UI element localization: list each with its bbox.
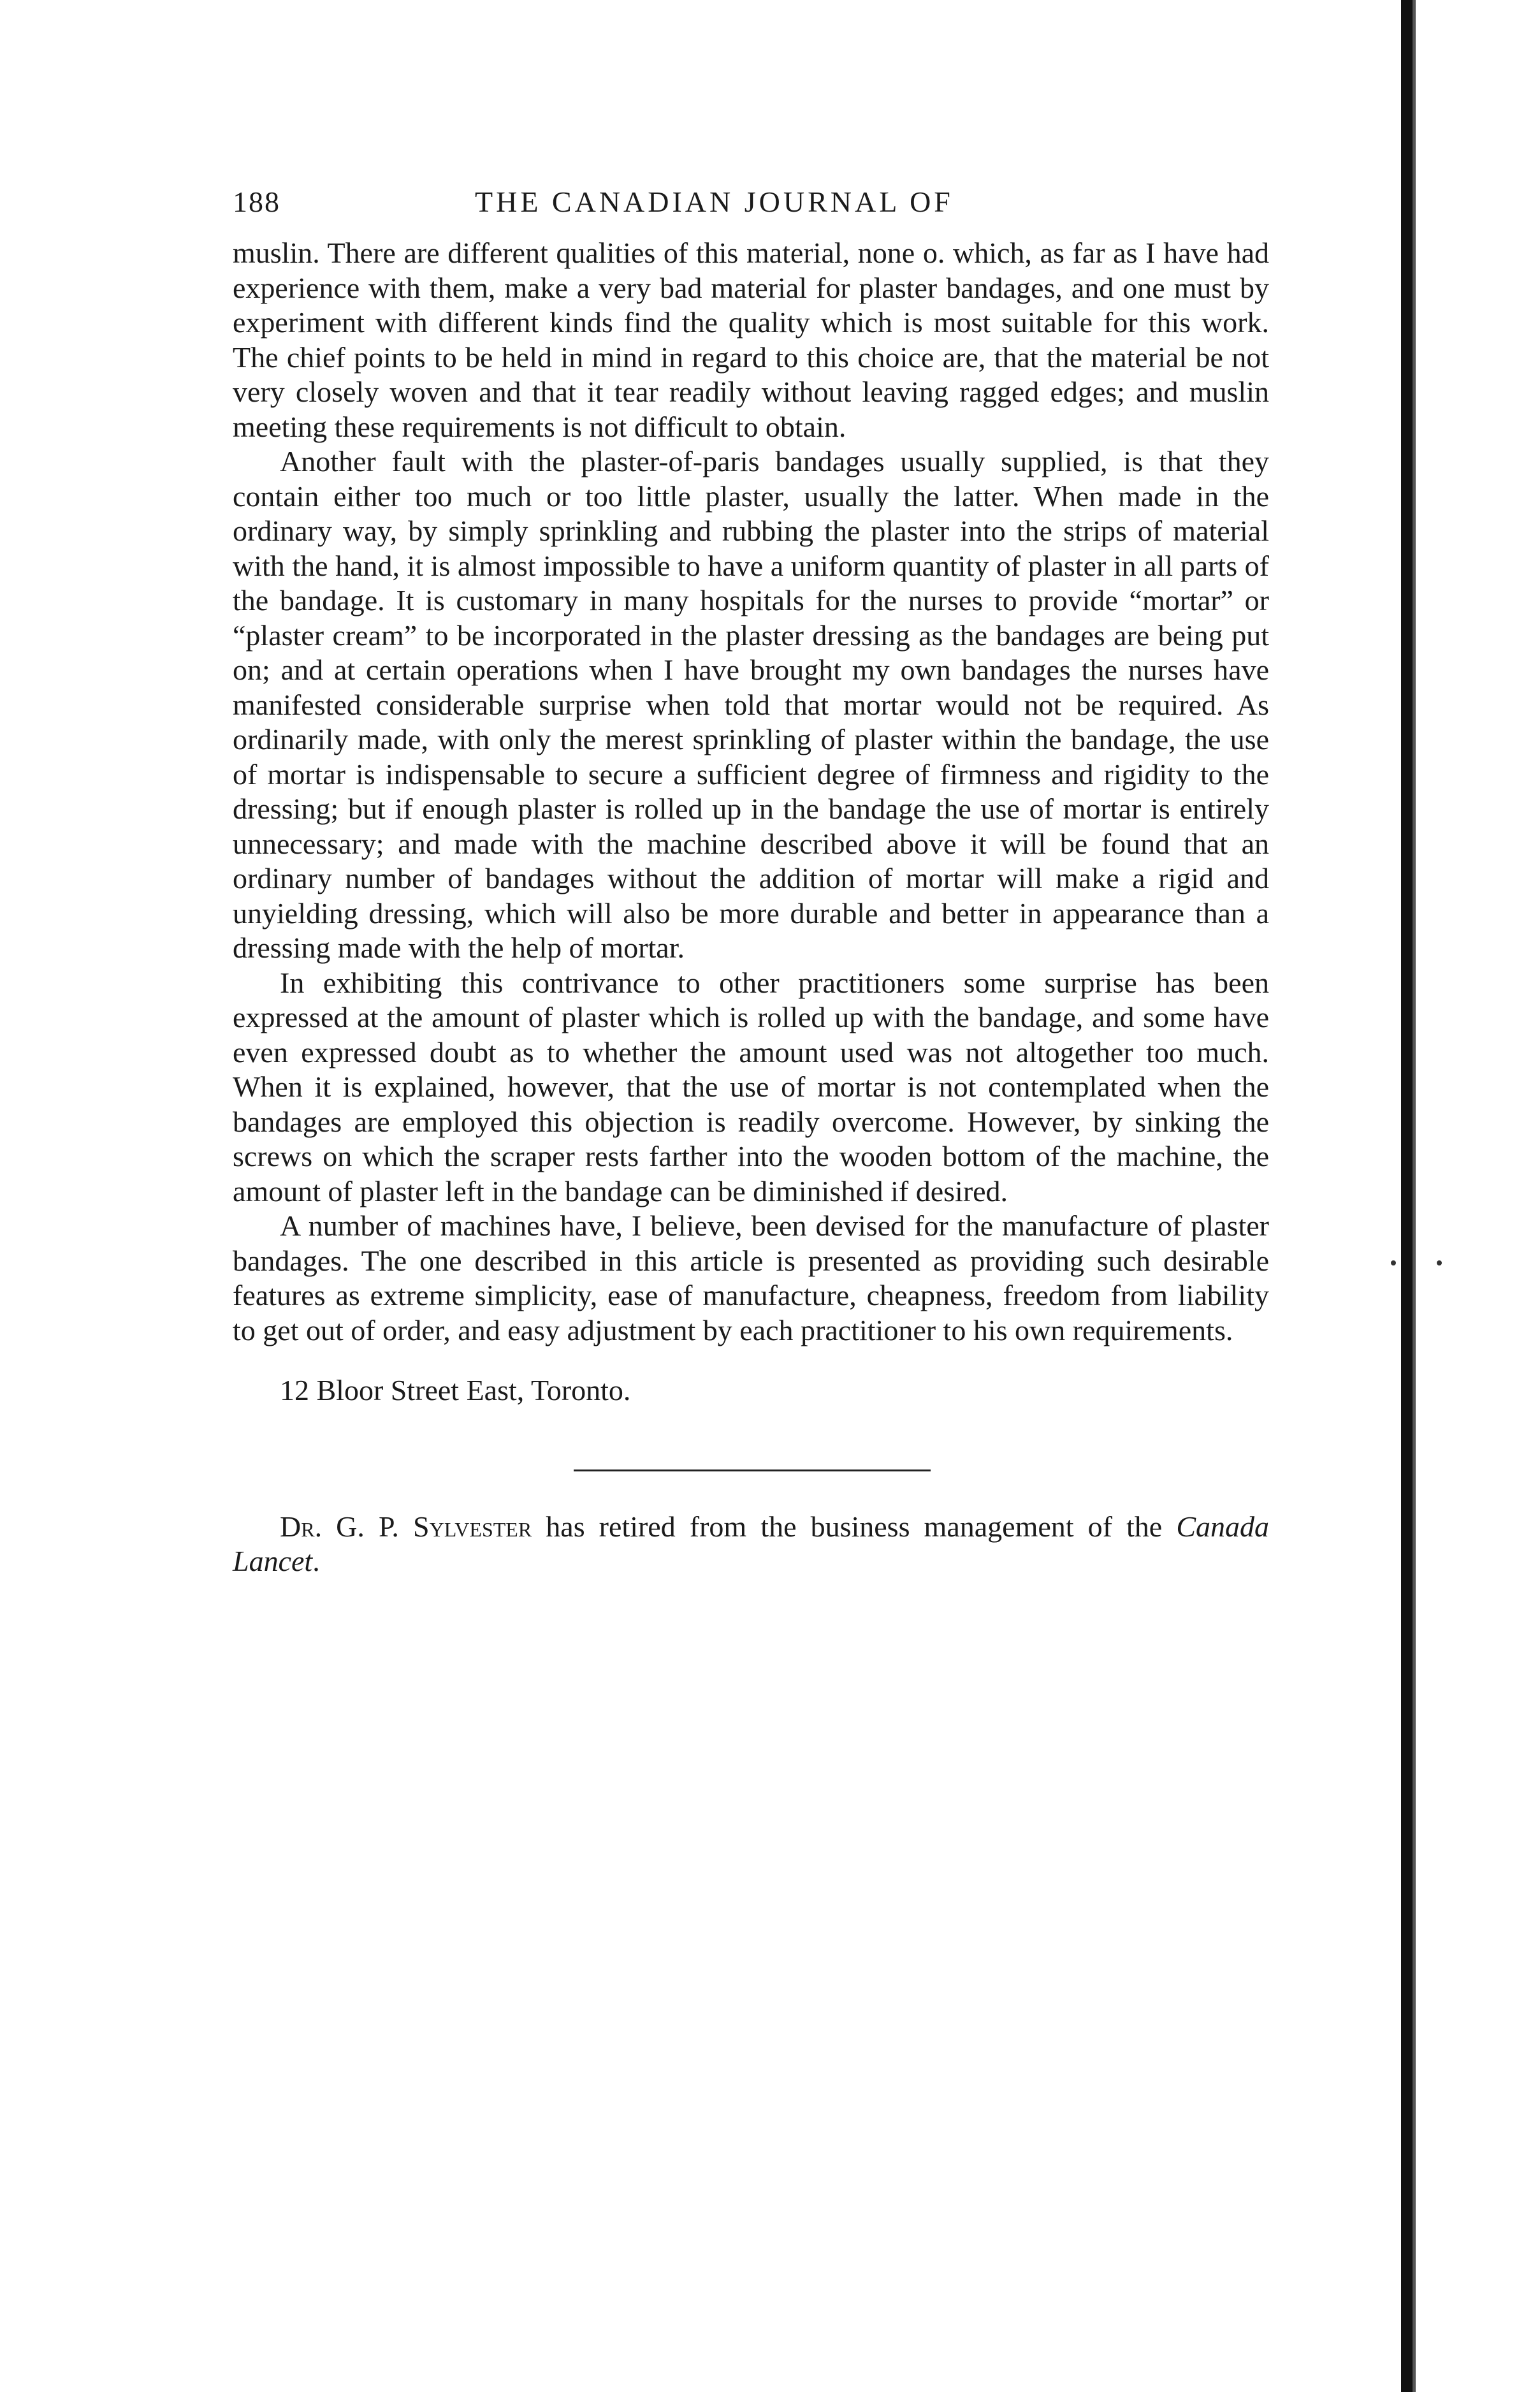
paragraph: In exhibiting this contrivance to other practitioners some surprise has been expressed at the amount of plaster which is rolled up with the bandage, and some have even expressed doubt as to whether the amount used was not altogether too much. When it is explained, however, that the use of mortar is not contemplated when the bandages are employed this objection is readily overcome. However, by sinking the screws on which the scraper rests farther into the wooden bottom of the machine, the amount of plaster left in the bandage can be diminished if desired.: [233, 966, 1269, 1207]
scan-speck: [1391, 1260, 1396, 1265]
paragraph: Another fault with the plaster-of-paris bandages usually supplied, is that they contain either too much or too little plaster, usually the latter. When made in the ordinary way, by simply sprinkling and rubbing the plaster into the strips of material with the hand, it is almost impossible to have a uniform quantity of plaster in all parts of the bandage. It is customary in many hospitals for the nurses to provide “mortar” or “plaster cream” to be incorporated in the plaster dressing as the bandages are being put on; and at certain operations when I have brought my own bandages the nurses have manifested considerable surprise when told that mortar would not be required. As ordinarily made, with only the merest sprinkling of plaster within the bandage, the use of mortar is indispensable to secure a sufficient degree of firmness and rigidity to the dressing; but if enough plaster is rolled up in the bandage the use of mortar is entirely unnecessary; and made with the machine described above it will be found that an ordinary number of bandages without the addition of mortar will make a rigid and unyielding dressing, which will also be more durable and better in appearance than a dressing made with the help of mortar.: [233, 445, 1269, 964]
section-divider: [574, 1469, 931, 1471]
paragraph: A number of machines have, I believe, been devised for the manufacture of plaster bandages. The one described in this article is presented as providing such desirable features as extreme simplicity, ease of manufacture, cheapness, freedom from liability to get out of order, and easy adjustment by each practitioner to his own requirements.: [233, 1209, 1269, 1346]
author-address: 12 Bloor Street East, Toronto.: [280, 1374, 631, 1406]
running-title: THE CANADIAN JOURNAL OF: [475, 186, 954, 218]
scan-speck: [1437, 1260, 1442, 1265]
page-number: 188: [233, 186, 280, 218]
scan-edge-shadow: [1413, 0, 1416, 2392]
scan-edge: [1401, 0, 1413, 2392]
notice-end: .: [312, 1545, 320, 1577]
article-body: [233, 236, 1269, 1579]
journal-page: [233, 185, 1269, 1579]
paragraph: muslin. There are different qualities of this material, none o. which, as far as I have had experience with them, make a very bad material for plaster bandages, and one must by experiment with different kinds find the quality which is most suitable for this work. The chief points to be held in mind in regard to this choice are, that the material be not very closely woven and that it tear readily without leaving ragged edges; and muslin meeting these requirements is not difficult to obtain.: [233, 237, 1269, 443]
notice-name: Dr. G. P. Sylvester: [280, 1510, 532, 1543]
notice-paragraph: [233, 1510, 1269, 1579]
page-header: [233, 185, 1269, 236]
notice-text: has retired from the business management of the: [532, 1510, 1177, 1543]
publication-title: Canada Lancet: [233, 1510, 1269, 1577]
